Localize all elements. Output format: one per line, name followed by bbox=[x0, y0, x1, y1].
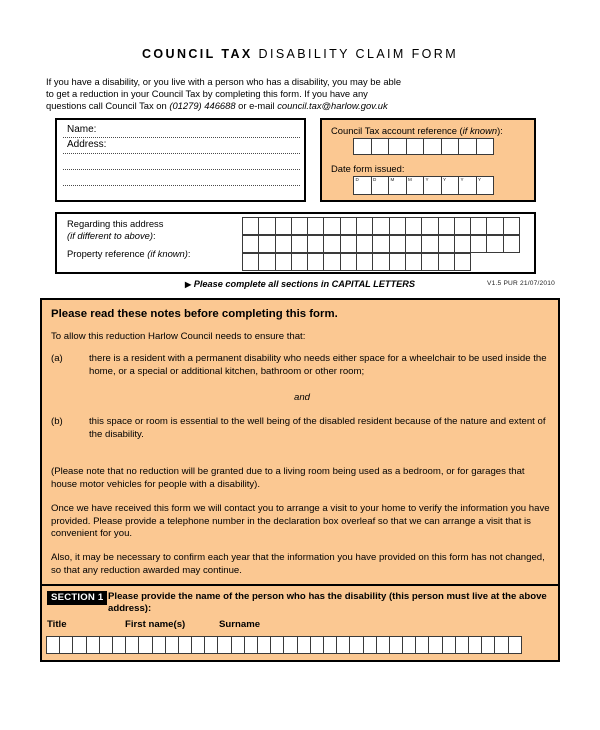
account-reference-cell[interactable] bbox=[353, 138, 372, 155]
notes-conjunction: and bbox=[293, 392, 310, 403]
property-reference-cell[interactable] bbox=[454, 253, 471, 271]
date-form-issued-cell[interactable] bbox=[371, 176, 390, 195]
note-item-b-text: this space or room is essential to the well being of the disabled resident because of the nature and extent of the disability. bbox=[89, 416, 546, 440]
date-form-issued-cells[interactable] bbox=[353, 176, 493, 195]
section-one-name-cell[interactable] bbox=[336, 636, 350, 654]
intro-line-3-middle: or e-mail bbox=[235, 100, 278, 112]
regarding-address-r2-cell[interactable] bbox=[454, 235, 471, 253]
intro-email-address: council.tax@harlow.gov.uk bbox=[277, 100, 388, 112]
arrow-right-icon: ▶ bbox=[185, 280, 192, 289]
regarding-address-r1-cell[interactable] bbox=[405, 217, 422, 235]
intro-phone-number: (01279) 446688 bbox=[169, 100, 236, 112]
account-reference-label-suffix: ): bbox=[497, 125, 503, 136]
section-one-name-cell[interactable] bbox=[363, 636, 377, 654]
regarding-address-r2-cell[interactable] bbox=[372, 235, 389, 253]
regarding-address-r1-cell[interactable] bbox=[340, 217, 357, 235]
intro-paragraph bbox=[46, 76, 516, 113]
section-one-name-cell[interactable] bbox=[191, 636, 205, 654]
notes-intro: To allow this reduction Harlow Council needs to ensure that: bbox=[51, 331, 306, 342]
regarding-address-r1-cell[interactable] bbox=[389, 217, 406, 235]
regarding-address-r1-cell[interactable] bbox=[275, 217, 292, 235]
property-reference-cell[interactable] bbox=[421, 253, 438, 271]
regarding-address-r1-cell[interactable] bbox=[291, 217, 308, 235]
regarding-address-r2-cell[interactable] bbox=[503, 235, 520, 253]
regarding-address-box[interactable] bbox=[55, 212, 536, 274]
section-one-name-cell[interactable] bbox=[59, 636, 73, 654]
section-one-name-cell[interactable] bbox=[125, 636, 139, 654]
regarding-address-r1-cell[interactable] bbox=[454, 217, 471, 235]
intro-line-2: to get a reduction in your Council Tax by completing this form. If you have any bbox=[46, 88, 368, 100]
regarding-address-r1-cell[interactable] bbox=[470, 217, 487, 235]
account-reference-cell[interactable] bbox=[423, 138, 442, 155]
notes-paragraph-2: Once we have received this form we will contact you to arrange a visit to your home to verify the information you have provided. Please provide a telephone number in the declaration box overleaf so that we can arrange a visit that is convenient for you. bbox=[51, 503, 550, 540]
regarding-address-r2-cell[interactable] bbox=[275, 235, 292, 253]
section-one-name-cell[interactable] bbox=[415, 636, 429, 654]
date-form-issued-label: Date form issued: bbox=[331, 163, 405, 174]
page-title-strong: COUNCIL TAX bbox=[141, 47, 253, 61]
date-form-issued-cell-hint: Y bbox=[460, 177, 464, 182]
notes-paragraph-1: (Please note that no reduction will be granted due to a living room being used as a bedroom, or for garages that house motor vehicles for people with a disability). bbox=[51, 466, 525, 490]
section-one-name-cell[interactable] bbox=[112, 636, 126, 654]
account-reference-cell[interactable] bbox=[441, 138, 460, 155]
section-one-name-cell[interactable] bbox=[217, 636, 231, 654]
address-underline-1 bbox=[63, 153, 300, 154]
account-reference-box[interactable] bbox=[320, 118, 536, 202]
form-version-stamp: V1.5 PUR 21/07/2010 bbox=[487, 280, 555, 287]
address-label: Address: bbox=[67, 139, 107, 150]
property-reference-cell[interactable] bbox=[291, 253, 308, 271]
section-one-instruction: Please provide the name of the person who has the disability (this person must live at the above address): bbox=[108, 591, 547, 615]
property-reference-cell[interactable] bbox=[438, 253, 455, 271]
account-reference-cell[interactable] bbox=[388, 138, 407, 155]
section-one-name-cell[interactable] bbox=[455, 636, 469, 654]
account-reference-label-italic: if known bbox=[462, 125, 498, 136]
property-reference-cell[interactable] bbox=[356, 253, 373, 271]
address-underline-3 bbox=[63, 185, 300, 186]
section-one-name-cell[interactable] bbox=[428, 636, 442, 654]
section-one-name-cell[interactable] bbox=[86, 636, 100, 654]
property-reference-cell[interactable] bbox=[258, 253, 275, 271]
address-underline-2 bbox=[63, 169, 300, 170]
note-item-b bbox=[51, 416, 551, 441]
column-header-surname: Surname bbox=[219, 619, 261, 630]
regarding-address-r1-cell[interactable] bbox=[242, 217, 259, 235]
property-reference-label bbox=[67, 248, 191, 260]
property-reference-cell[interactable] bbox=[340, 253, 357, 271]
regarding-address-r2-cell[interactable] bbox=[323, 235, 340, 253]
note-item-a bbox=[51, 353, 551, 378]
section-one-name-cell[interactable] bbox=[99, 636, 113, 654]
date-form-issued-cell[interactable] bbox=[353, 176, 372, 195]
date-form-issued-cell-hint: D bbox=[373, 177, 377, 182]
account-reference-cells[interactable] bbox=[353, 138, 493, 155]
property-reference-cell[interactable] bbox=[275, 253, 292, 271]
date-form-issued-cell-hint: D bbox=[355, 177, 359, 182]
note-item-a-marker: (a) bbox=[51, 353, 63, 364]
property-reference-label-colon: : bbox=[187, 248, 191, 259]
regarding-address-r2-cell[interactable] bbox=[340, 235, 357, 253]
regarding-address-r1-cell[interactable] bbox=[438, 217, 455, 235]
notes-heading: Please read these notes before completing this form. bbox=[51, 308, 338, 320]
regarding-address-r1-cell[interactable] bbox=[372, 217, 389, 235]
date-form-issued-cell[interactable] bbox=[406, 176, 425, 195]
section-one-name-cell[interactable] bbox=[389, 636, 403, 654]
regarding-address-cells-row-2[interactable] bbox=[242, 235, 519, 253]
section-one-name-cells[interactable] bbox=[46, 636, 521, 654]
section-one-name-cell[interactable] bbox=[481, 636, 495, 654]
section-one-name-cell[interactable] bbox=[244, 636, 258, 654]
section-one-name-cell[interactable] bbox=[204, 636, 218, 654]
property-reference-cell[interactable] bbox=[389, 253, 406, 271]
account-reference-cell[interactable] bbox=[476, 138, 495, 155]
account-reference-cell[interactable] bbox=[458, 138, 477, 155]
section-one-name-cell[interactable] bbox=[257, 636, 271, 654]
notes-panel bbox=[40, 298, 560, 588]
property-reference-label-italic: (if known) bbox=[147, 248, 188, 259]
regarding-address-r2-cell[interactable] bbox=[291, 235, 308, 253]
note-item-a-text: there is a resident with a permanent disability who needs either space for a wheelchair to be used inside the home, or a special or additional kitchen, bathroom or other room; bbox=[89, 353, 547, 377]
account-reference-label bbox=[331, 125, 503, 136]
property-reference-cell[interactable] bbox=[323, 253, 340, 271]
name-label: Name: bbox=[67, 124, 97, 135]
intro-line-3-prefix: questions call Council Tax on bbox=[46, 100, 170, 112]
property-reference-label-prefix: Property reference bbox=[67, 248, 148, 259]
section-one-name-cell[interactable] bbox=[283, 636, 297, 654]
regarding-address-r2-cell[interactable] bbox=[356, 235, 373, 253]
section-one-panel bbox=[40, 584, 560, 662]
regarding-address-r2-cell[interactable] bbox=[258, 235, 275, 253]
section-one-name-cell[interactable] bbox=[310, 636, 324, 654]
account-reference-cell[interactable] bbox=[371, 138, 390, 155]
section-one-name-cell[interactable] bbox=[376, 636, 390, 654]
section-one-name-cell[interactable] bbox=[72, 636, 86, 654]
section-one-name-cell[interactable] bbox=[297, 636, 311, 654]
regarding-address-r1-cell[interactable] bbox=[421, 217, 438, 235]
column-header-title: Title bbox=[47, 619, 67, 630]
regarding-address-r2-cell[interactable] bbox=[421, 235, 438, 253]
regarding-address-label-colon: : bbox=[152, 230, 156, 241]
regarding-address-r1-cell[interactable] bbox=[356, 217, 373, 235]
section-one-name-cell[interactable] bbox=[152, 636, 166, 654]
section-one-name-cell[interactable] bbox=[231, 636, 245, 654]
date-form-issued-cell-hint: Y bbox=[425, 177, 429, 182]
notes-paragraph-3: Also, it may be necessary to confirm each year that the information you have provided on this form has not changed, so that any reduction awarded may continue. bbox=[51, 552, 545, 576]
property-reference-cell[interactable] bbox=[372, 253, 389, 271]
date-form-issued-cell[interactable] bbox=[388, 176, 407, 195]
regarding-address-r1-cell[interactable] bbox=[486, 217, 503, 235]
section-one-name-cell[interactable] bbox=[508, 636, 522, 654]
regarding-address-r2-cell[interactable] bbox=[438, 235, 455, 253]
property-reference-cells[interactable] bbox=[242, 253, 470, 271]
intro-line-1: If you have a disability, or you live with a person who has a disability, you may be able bbox=[46, 76, 402, 87]
name-underline bbox=[63, 137, 300, 138]
date-form-issued-cell-hint: M bbox=[408, 177, 412, 182]
regarding-address-r2-cell[interactable] bbox=[307, 235, 324, 253]
section-one-name-cell[interactable] bbox=[323, 636, 337, 654]
date-form-issued-cell[interactable] bbox=[423, 176, 442, 195]
section-one-name-cell[interactable] bbox=[270, 636, 284, 654]
column-header-first-name: First name(s) bbox=[125, 619, 186, 630]
section-one-name-cell[interactable] bbox=[138, 636, 152, 654]
regarding-address-label-line2: (if different to above) bbox=[67, 230, 153, 241]
date-form-issued-cell-hint: M bbox=[390, 177, 395, 182]
section-one-name-cell[interactable] bbox=[442, 636, 456, 654]
section-one-badge: SECTION 1 bbox=[47, 591, 107, 605]
property-reference-cell[interactable] bbox=[242, 253, 259, 271]
section-one-name-cell[interactable] bbox=[46, 636, 60, 654]
property-reference-cell[interactable] bbox=[307, 253, 324, 271]
regarding-address-cells-row-1[interactable] bbox=[242, 217, 519, 235]
applicant-name-address-box[interactable] bbox=[55, 118, 306, 202]
account-reference-cell[interactable] bbox=[406, 138, 425, 155]
date-form-issued-cell[interactable] bbox=[476, 176, 495, 195]
section-one-name-cell[interactable] bbox=[349, 636, 363, 654]
section-one-name-cell[interactable] bbox=[165, 636, 179, 654]
page-title bbox=[0, 47, 600, 61]
section-one-name-cell[interactable] bbox=[402, 636, 416, 654]
regarding-address-label bbox=[67, 218, 163, 242]
regarding-address-r2-cell[interactable] bbox=[389, 235, 406, 253]
date-form-issued-cell-hint: Y bbox=[443, 177, 447, 182]
note-item-b-marker: (b) bbox=[51, 416, 63, 427]
section-one-name-cell[interactable] bbox=[494, 636, 508, 654]
regarding-address-label-line1: Regarding this address bbox=[67, 218, 164, 229]
section-one-name-cell[interactable] bbox=[468, 636, 482, 654]
regarding-address-r2-cell[interactable] bbox=[486, 235, 503, 253]
regarding-address-r1-cell[interactable] bbox=[323, 217, 340, 235]
page-title-light: DISABILITY CLAIM FORM bbox=[258, 47, 459, 61]
regarding-address-r2-cell[interactable] bbox=[470, 235, 487, 253]
regarding-address-r1-cell[interactable] bbox=[307, 217, 324, 235]
regarding-address-r2-cell[interactable] bbox=[405, 235, 422, 253]
property-reference-cell[interactable] bbox=[405, 253, 422, 271]
date-form-issued-cell-hint: Y bbox=[478, 177, 482, 182]
date-form-issued-cell[interactable] bbox=[458, 176, 477, 195]
date-form-issued-cell[interactable] bbox=[441, 176, 460, 195]
section-one-name-cell[interactable] bbox=[178, 636, 192, 654]
regarding-address-r2-cell[interactable] bbox=[242, 235, 259, 253]
capital-letters-notice-text: Please complete all sections in CAPITAL LETTERS bbox=[193, 279, 415, 289]
account-reference-label-prefix: Council Tax account reference ( bbox=[331, 125, 463, 136]
regarding-address-r1-cell[interactable] bbox=[503, 217, 520, 235]
regarding-address-r1-cell[interactable] bbox=[258, 217, 275, 235]
